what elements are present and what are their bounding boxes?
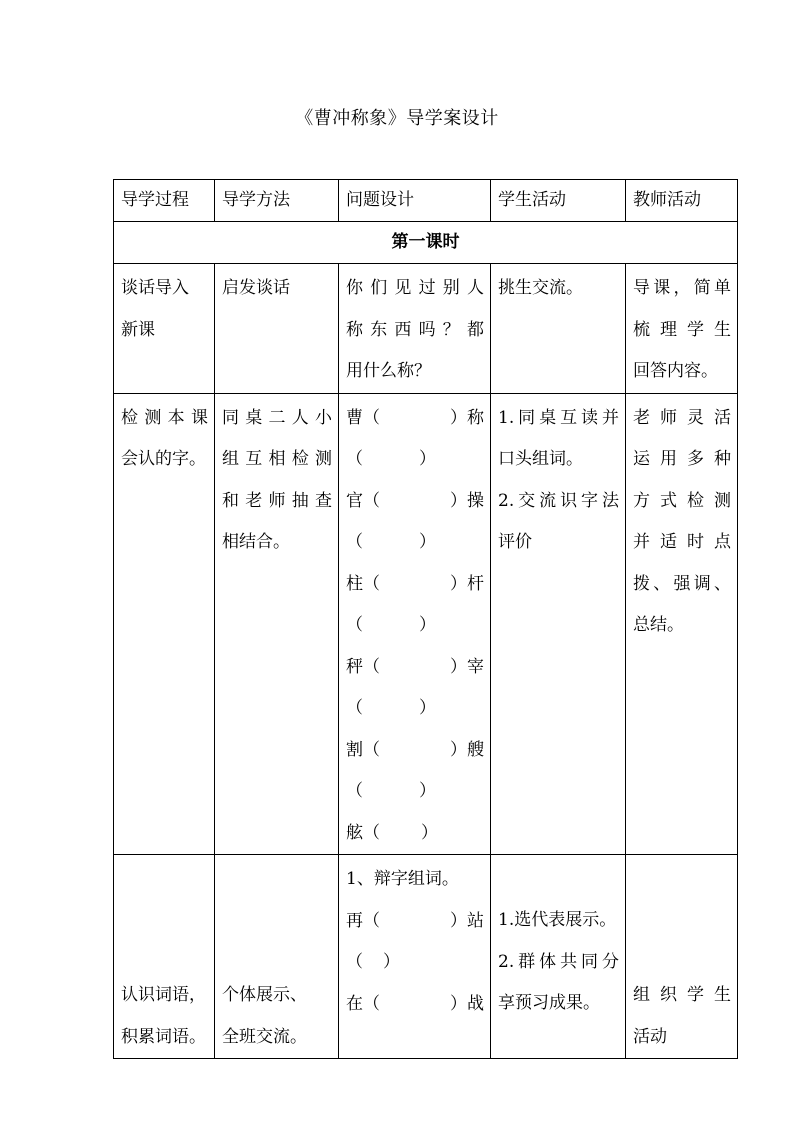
text-line: 方式检测: [633, 490, 731, 511]
text-line: 称东西吗？都: [346, 319, 484, 340]
text-line: 用什么称？: [346, 361, 431, 381]
cell-question: [339, 855, 491, 1059]
text-line: 启发谈话: [222, 278, 290, 298]
document-title: 《曹冲称象》导学案设计: [295, 108, 499, 129]
text-line: 积累词语。: [121, 1026, 206, 1047]
text-line: 组互相检测: [222, 449, 332, 469]
text-line: 活动: [633, 1026, 667, 1047]
table-row: [114, 855, 738, 1059]
fill-blank-row: 曹（ ）称: [346, 407, 484, 428]
table-row: [114, 264, 738, 394]
text-line: 你们见过别人: [346, 278, 484, 298]
text-line: 1.同桌互读并: [498, 407, 619, 428]
text-line: 组织学生: [633, 985, 731, 1005]
fill-blank-row: 秤（ ）宰: [346, 656, 484, 677]
text-line: 2.交流识字法: [498, 490, 619, 511]
cell-process: [114, 393, 215, 855]
text-line: 全班交流。: [222, 1026, 307, 1047]
text-line: 1.选代表展示。: [498, 910, 617, 930]
cell-question: [339, 393, 491, 855]
cell-student: [491, 393, 626, 855]
text-line: 会认的字。: [121, 449, 206, 469]
cell-student: [491, 855, 626, 1059]
fill-blank-row: （ ）: [346, 781, 436, 801]
fill-blank-row: （ ）: [346, 952, 400, 972]
text-line: 导课，简单: [633, 278, 731, 298]
cell-process: [114, 855, 215, 1059]
fill-blank-row: 割（ ）艘: [346, 739, 484, 760]
fill-blank-row: （ ）: [346, 532, 436, 552]
session-row: [114, 222, 738, 264]
text-line: 挑生交流。: [498, 278, 583, 298]
cell-teacher: [626, 264, 738, 394]
text-line: 检测本课: [121, 407, 208, 428]
lesson-plan-table: [113, 179, 738, 1059]
text-line: 同桌二人小: [222, 407, 332, 428]
text-line: 相结合。: [222, 532, 290, 552]
text-line: 个体展示、: [222, 985, 307, 1005]
fill-blank-row: （ ）: [346, 615, 436, 635]
text-line: 回答内容。: [633, 361, 718, 381]
text-line: 评价: [498, 532, 532, 552]
cell-method: [215, 393, 339, 855]
text-line: 总结。: [633, 615, 684, 635]
cell-teacher: [626, 855, 738, 1059]
text-line: 梳理学生: [633, 319, 731, 340]
fill-blank-row: 官（ ）操: [346, 490, 484, 511]
cell-process: [114, 264, 215, 394]
cell-method: [215, 855, 339, 1059]
cell-teacher: [626, 393, 738, 855]
text-line: 认识词语，: [121, 985, 206, 1005]
header-teacher: 教师活动: [626, 180, 738, 222]
text-line: 和老师抽查: [222, 490, 332, 511]
header-method: 导学方法: [215, 180, 339, 222]
text-line: 口头组词。: [498, 449, 583, 469]
header-student: 学生活动: [491, 180, 626, 222]
session-title: 第一课时: [114, 222, 738, 264]
fill-blank-row: （ ）: [346, 449, 436, 469]
fill-blank-row: （ ）: [346, 698, 436, 718]
text-line: 新课: [121, 319, 155, 340]
fill-blank-row: 舷（ ）: [346, 822, 438, 843]
text-line: 并适时点: [633, 532, 731, 552]
fill-blank-row: 再（ ）站: [346, 910, 484, 931]
header-process: 导学过程: [114, 180, 215, 222]
cell-question: [339, 264, 491, 394]
table-row: [114, 393, 738, 855]
text-line: 2.群体共同分: [498, 951, 619, 972]
text-line: 享预习成果。: [498, 993, 600, 1013]
text-line: 老师灵活: [633, 407, 731, 428]
text-line: 运用多种: [633, 449, 731, 469]
text-line: 谈话导入: [121, 278, 189, 298]
table-header-row: [114, 180, 738, 222]
fill-blank-row: 柱（ ）杆: [346, 573, 484, 594]
cell-student: [491, 264, 626, 394]
text-line: 1、辩字组词。: [346, 869, 459, 889]
text-line: 拨、强调、: [633, 573, 731, 594]
fill-blank-row: 在（ ）战: [346, 993, 484, 1014]
cell-method: [215, 264, 339, 394]
header-question: 问题设计: [339, 180, 491, 222]
